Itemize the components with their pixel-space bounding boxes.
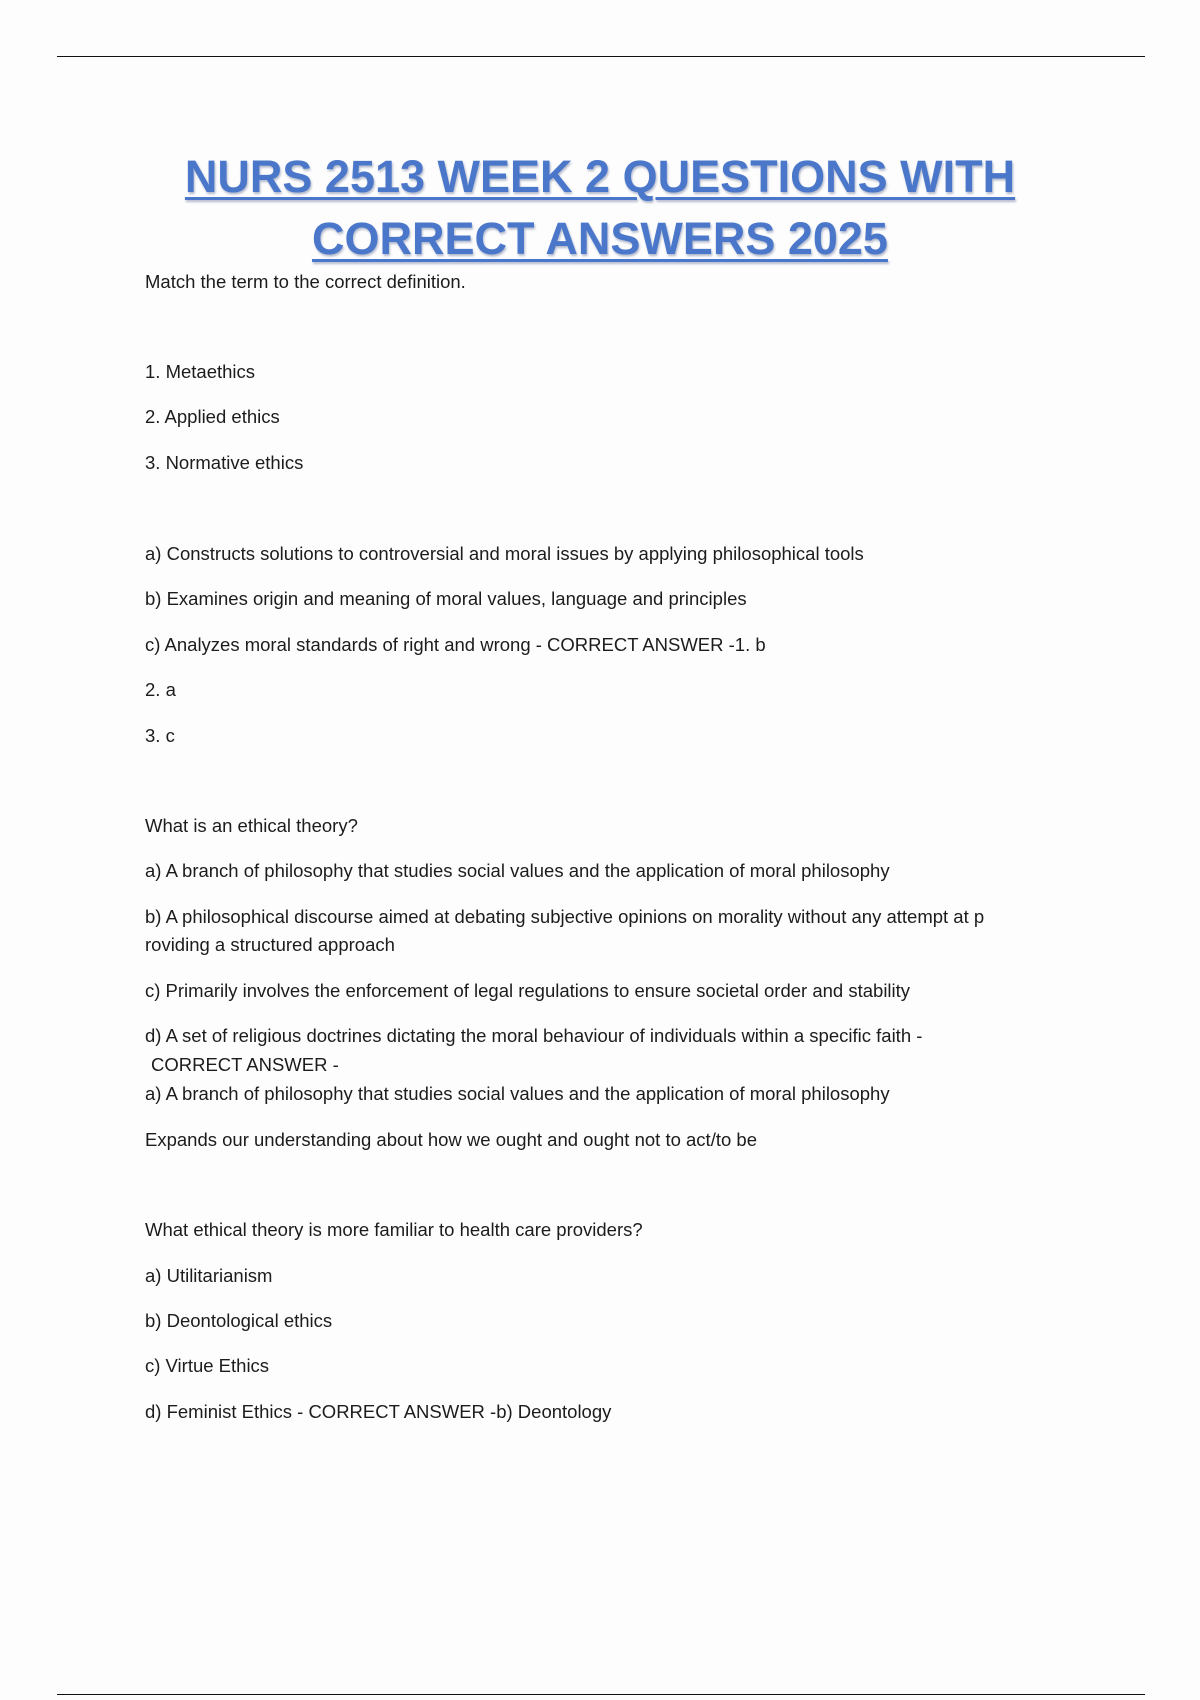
q3-option-c: c) Virtue Ethics — [145, 1355, 270, 1376]
q1-definition-a: a) Constructs solutions to controversial and moral issues by applying philosophical tools — [145, 543, 864, 564]
q1-answer-3: 3. c — [145, 725, 175, 746]
q2-option-b-line2: roviding a structured approach — [145, 934, 395, 955]
q1-term-1: 1. Metaethics — [145, 361, 256, 382]
bottom-rule — [57, 1694, 1145, 1695]
q2-option-b-line1: b) A philosophical discourse aimed at debating subjective opinions on morality without any attempt at p — [145, 906, 985, 927]
title-line-2: CORRECT ANSWERS 2025 — [312, 213, 888, 264]
q3-option-b: b) Deontological ethics — [145, 1310, 333, 1331]
q2-answer: a) A branch of philosophy that studies social values and the application of moral philosophy — [145, 1083, 890, 1104]
q3-prompt: What ethical theory is more familiar to health care providers? — [145, 1219, 643, 1240]
q1-definition-c: c) Analyzes moral standards of right and wrong - CORRECT ANSWER -1. b — [145, 634, 766, 655]
q2-option-d: d) A set of religious doctrines dictating the moral behaviour of individuals within a specific faith - — [145, 1025, 923, 1046]
q2-option-c: c) Primarily involves the enforcement of legal regulations to ensure societal order and stability — [145, 980, 911, 1001]
q1-definition-b: b) Examines origin and meaning of moral values, language and principles — [145, 588, 747, 609]
q2-option-a: a) A branch of philosophy that studies social values and the application of moral philosophy — [145, 860, 890, 881]
q1-term-2: 2. Applied ethics — [145, 406, 280, 427]
q1-term-3: 3. Normative ethics — [145, 452, 304, 473]
page-title — [0, 146, 1200, 270]
top-rule — [57, 56, 1145, 57]
q2-answer-label: CORRECT ANSWER - — [151, 1054, 339, 1075]
title-line-1: NURS 2513 WEEK 2 QUESTIONS WITH — [184, 151, 1016, 202]
q3-option-a: a) Utilitarianism — [145, 1265, 273, 1286]
q2-explanation: Expands our understanding about how we ought and ought not to act/to be — [145, 1129, 757, 1150]
q1-prompt: Match the term to the correct definition. — [145, 271, 466, 292]
q1-answer-2: 2. a — [145, 679, 176, 700]
q3-option-d-answer: d) Feminist Ethics - CORRECT ANSWER -b) Deontology — [145, 1401, 612, 1422]
q2-prompt: What is an ethical theory? — [145, 815, 358, 836]
